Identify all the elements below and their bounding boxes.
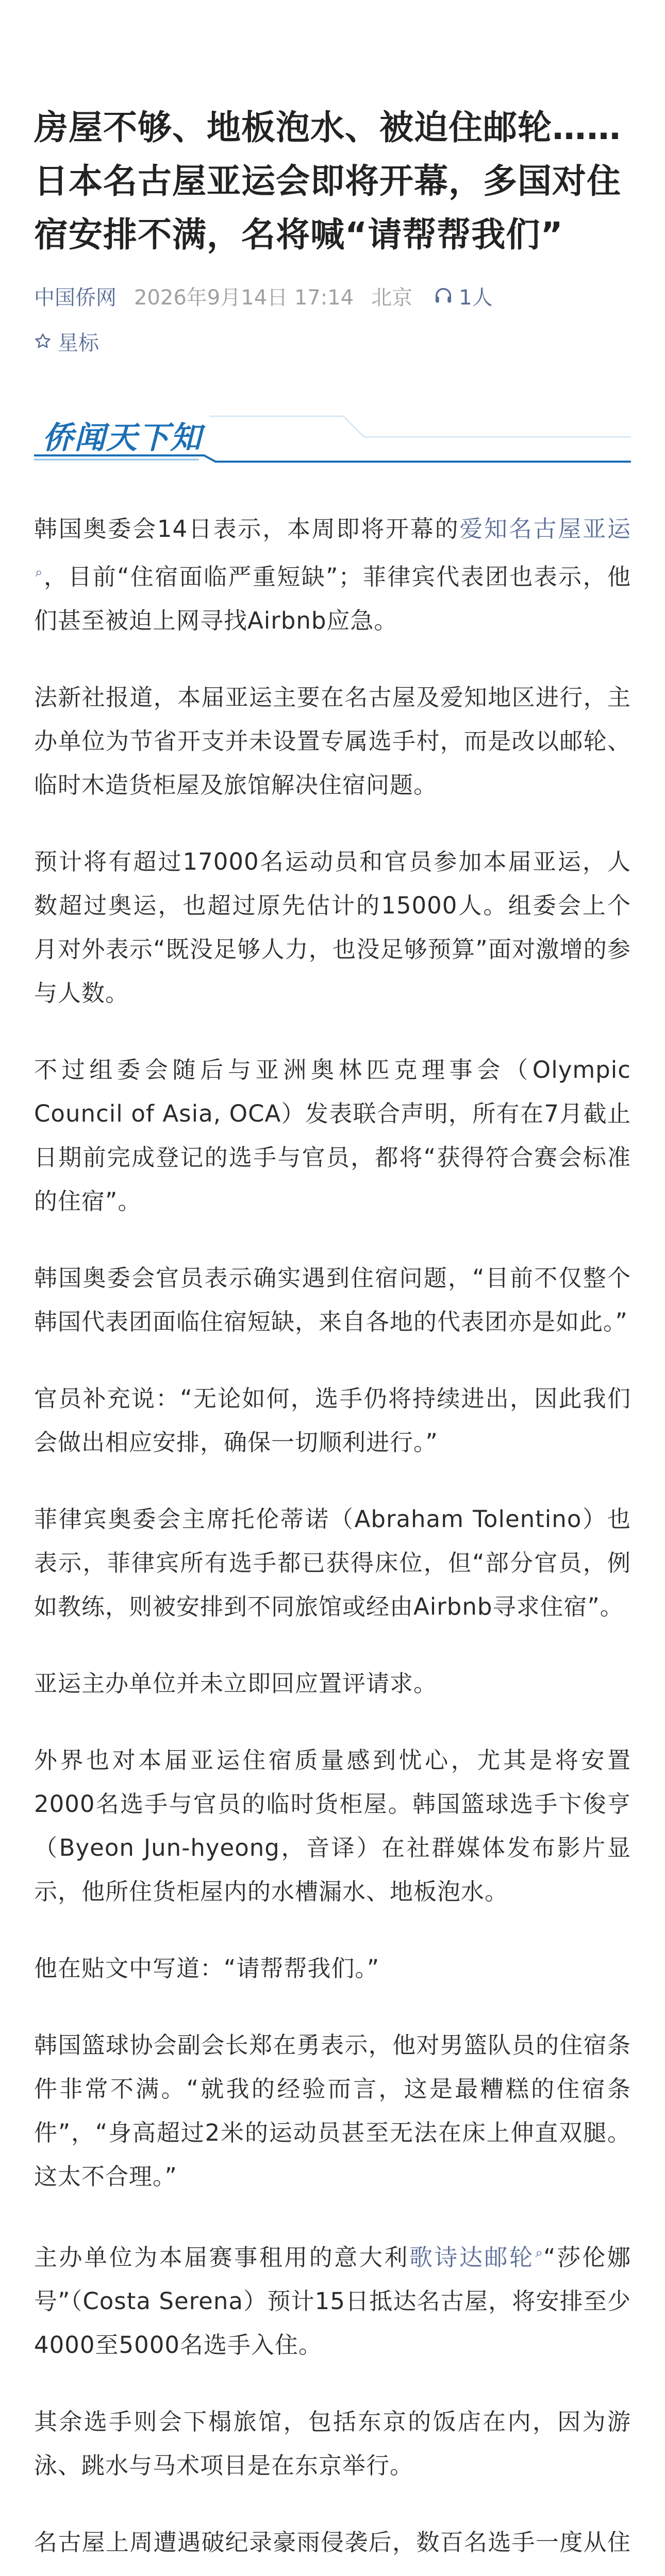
source-account-link[interactable]: 中国侨网 bbox=[34, 285, 117, 310]
paragraph: 韩国奥委会官员表示确实遇到住宿问题，“目前不仅整个韩国代表团面临住宿短缺，来自各地的代表团亦是如此。” bbox=[34, 1264, 631, 1335]
topic-link[interactable]: 歌诗达邮轮 bbox=[409, 2244, 535, 2271]
search-icon[interactable]: ⌕ bbox=[535, 2245, 544, 2261]
search-icon[interactable]: ⌕ bbox=[35, 565, 43, 580]
paragraph: 韩国奥委会14日表示，本周即将开幕的爱知名古屋亚运⌕，目前“住宿面临严重短缺”；菲律宾代表团也表示，他们甚至被迫上网寻找Airbnb应急。 bbox=[34, 515, 631, 634]
paragraph: 预计将有超过17000名运动员和官员参加本届亚运，人数超过奥运，也超过原先估计的15000人。组委会上个月对外表示“既没足够人力，也没足够预算”面对激增的参与人数。 bbox=[34, 848, 631, 1007]
banner-title: 侨闻天下知 bbox=[42, 420, 202, 456]
publish-date: 2026年9月14日 17:14 bbox=[134, 285, 354, 310]
paragraph: 名古屋上周遭遇破纪录豪雨侵袭后，数百名选手一度从住 bbox=[34, 2529, 631, 2556]
paragraph: 官员补充说：“无论如何，选手仍将持续进出，因此我们会做出相应安排，确保一切顺利进行。” bbox=[34, 1385, 631, 1456]
star-icon bbox=[34, 332, 52, 350]
headphones-icon bbox=[433, 285, 454, 306]
column-banner bbox=[34, 406, 631, 466]
paragraph: 菲律宾奥委会主席托伦蒂诺（Abraham Tolentino）也表示，菲律宾所有选手都已获得床位，但“部分官员，例如教练，则被安排到不同旅馆或经由Airbnb寻求住宿”。 bbox=[34, 1505, 631, 1620]
paragraph: 不过组委会随后与亚洲奥林匹克理事会（Olympic Council of Asia, OCA）发表联合声明，所有在7月截止日期前完成登记的选手与官员，都将“获得符合赛会标准的住宿”。 bbox=[34, 1056, 631, 1215]
paragraph: 外界也对本届亚运住宿质量感到忧心，尤其是将安置2000名选手与官员的临时货柜屋。韩国篮球选手卞俊亨（Byeon Jun-hyeong，音译）在社群媒体发布影片显示，他所住货柜屋内的水槽漏水、地板泡水。 bbox=[34, 1747, 631, 1905]
star-label: 星标 bbox=[58, 331, 99, 355]
paragraph: 法新社报道，本届亚运主要在名古屋及爱知地区进行，主办单位为节省开支并未设置专属选手村，而是改以邮轮、临时木造货柜屋及旅馆解决住宿问题。 bbox=[34, 684, 631, 799]
star-button[interactable] bbox=[34, 326, 631, 357]
paragraph: 主办单位为本届赛事租用的意大利歌诗达邮轮⌕“莎伦娜号”（Costa Serena）预计15日抵达名古屋，将安排至少4000至5000名选手入住。 bbox=[34, 2244, 631, 2359]
paragraph: 他在贴文中写道：“请帮帮我们。” bbox=[34, 1955, 380, 1982]
paragraph: 韩国篮球协会副会长郑在勇表示，他对男篮队员的住宿条件非常不满。“就我的经验而言，这是最糟糕的住宿条件”，“身高超过2米的运动员甚至无法在床上伸直双腿。这太不合理。” bbox=[34, 2031, 631, 2190]
article-title: 房屋不够、地板泡水、被迫住邮轮……日本名古屋亚运会即将开幕，多国对住宿安排不满，名将喊“请帮帮我们” bbox=[34, 108, 621, 255]
listen-button[interactable] bbox=[433, 281, 492, 311]
listeners-count: 1人 bbox=[459, 285, 493, 310]
paragraph: 其余选手则会下榻旅馆，包括东京的饭店在内，因为游泳、跳水与马术项目是在东京举行。 bbox=[34, 2408, 631, 2479]
article-meta bbox=[34, 280, 631, 311]
publish-location: 北京 bbox=[371, 285, 413, 310]
topic-link[interactable]: 爱知名古屋亚运 bbox=[459, 515, 631, 543]
article-body bbox=[34, 507, 631, 2576]
paragraph: 亚运主办单位并未立即回应置评请求。 bbox=[34, 1670, 438, 1697]
